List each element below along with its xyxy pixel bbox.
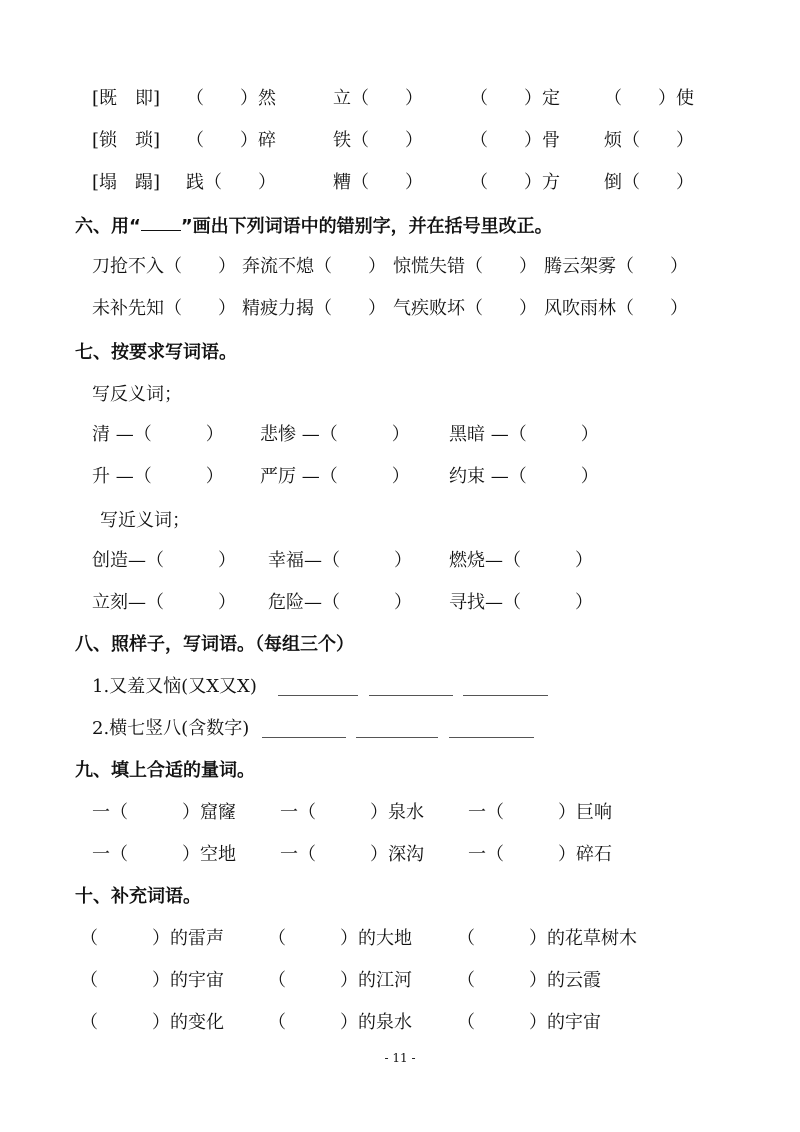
s5-row-3-item-1[interactable]: 践（ ） <box>186 172 276 193</box>
s6-row-2-item-4[interactable]: 风吹雨林（ ） <box>544 298 688 319</box>
s8-item-2-blank-3[interactable] <box>449 737 534 738</box>
s9-heading <box>0 756 800 786</box>
s5-row-2-pair: [锁 琐] <box>92 130 161 151</box>
s9-heading-text: 九、填上合适的量词。 <box>75 760 255 781</box>
s10-row-3-item-1[interactable]: （ ）的变化 <box>80 1012 224 1033</box>
s9-row-2-item-3[interactable]: 一（ ）碎石 <box>468 844 612 865</box>
s5-row-2 <box>0 126 800 156</box>
s10-row-2 <box>0 966 800 996</box>
s9-row-2 <box>0 840 800 870</box>
s5-row-3-pair: [塌 蹋] <box>92 172 161 193</box>
s6-row-1-item-2[interactable]: 奔流不熄（ ） <box>242 256 386 277</box>
s9-row-2-item-2[interactable]: 一（ ）深沟 <box>280 844 424 865</box>
s10-row-3-item-2[interactable]: （ ）的泉水 <box>268 1012 412 1033</box>
s9-row-1 <box>0 798 800 828</box>
s7-synonym-2-3[interactable]: 寻找—（ ） <box>449 592 593 613</box>
s7-synonym-row-2 <box>0 588 800 618</box>
s5-row-1-item-3[interactable]: （ ）定 <box>470 88 560 109</box>
s8-item-1-text: 1.又羞又恼(又X又X) <box>92 676 257 697</box>
s10-row-3-item-3[interactable]: （ ）的宇宙 <box>457 1012 601 1033</box>
s6-heading <box>0 212 800 242</box>
s7-antonym-label <box>0 380 800 410</box>
s5-row-2-item-3[interactable]: （ ）骨 <box>470 130 560 151</box>
s5-row-3-item-2[interactable]: 糟（ ） <box>333 172 423 193</box>
s6-heading-pre: 六、用“ <box>75 216 141 237</box>
s10-row-1-item-3[interactable]: （ ）的花草树木 <box>457 928 637 949</box>
s8-item-1-blank-2[interactable] <box>369 695 453 696</box>
s10-row-2-item-2[interactable]: （ ）的江河 <box>268 970 412 991</box>
s7-antonym-label-text: 写反义词； <box>92 384 182 405</box>
s9-row-1-item-1[interactable]: 一（ ）窟窿 <box>92 802 236 823</box>
s7-heading-text: 七、按要求写词语。 <box>75 342 237 363</box>
underline-mark <box>141 214 181 231</box>
s8-item-1 <box>0 672 800 702</box>
s6-row-1-item-4[interactable]: 腾云架雾（ ） <box>544 256 688 277</box>
s7-synonym-1-1[interactable]: 创造—（ ） <box>92 550 236 571</box>
page-number: - 11 - <box>384 1051 416 1065</box>
s10-row-3 <box>0 1008 800 1038</box>
s7-antonym-1-1[interactable]: 清 —（ ） <box>92 424 224 445</box>
s7-antonym-2-1[interactable]: 升 —（ ） <box>92 466 224 487</box>
s8-item-1-blank-3[interactable] <box>463 695 548 696</box>
s8-heading-text: 八、照样子，写词语。（每组三个） <box>75 634 354 655</box>
s5-row-3-item-4[interactable]: 倒（ ） <box>604 172 694 193</box>
s5-row-2-item-1[interactable]: （ ）碎 <box>186 130 276 151</box>
s6-row-2-item-1[interactable]: 未补先知（ ） <box>92 298 236 319</box>
s5-row-1-item-1[interactable]: （ ）然 <box>186 88 276 109</box>
s5-row-2-item-2[interactable]: 铁（ ） <box>333 130 423 151</box>
s10-row-2-item-3[interactable]: （ ）的云霞 <box>457 970 601 991</box>
s7-heading <box>0 338 800 368</box>
s10-heading-text: 十、补充词语。 <box>75 886 201 907</box>
s10-row-2-item-1[interactable]: （ ）的宇宙 <box>80 970 224 991</box>
s7-synonym-row-1 <box>0 546 800 576</box>
s9-row-1-item-2[interactable]: 一（ ）泉水 <box>280 802 424 823</box>
s8-item-2-blank-1[interactable] <box>262 737 346 738</box>
s5-row-1-pair: [既 即] <box>92 88 161 109</box>
s9-row-1-item-3[interactable]: 一（ ）巨响 <box>468 802 612 823</box>
s8-item-2 <box>0 714 800 744</box>
s6-heading-post: ”画出下列词语中的错别字，并在括号里改正。 <box>180 216 553 237</box>
s5-row-3-item-3[interactable]: （ ）方 <box>470 172 560 193</box>
s10-row-1 <box>0 924 800 954</box>
s10-row-1-item-2[interactable]: （ ）的大地 <box>268 928 412 949</box>
s6-row-2-item-2[interactable]: 精疲力揭（ ） <box>242 298 386 319</box>
s7-synonym-1-2[interactable]: 幸福—（ ） <box>268 550 412 571</box>
s5-row-1-item-4[interactable]: （ ）使 <box>604 88 694 109</box>
s6-row-1-item-3[interactable]: 惊慌失错（ ） <box>393 256 537 277</box>
s5-row-1 <box>0 84 800 114</box>
s7-synonym-label-text: 写近义词； <box>100 510 190 531</box>
s6-row-2-item-3[interactable]: 气疾败坏（ ） <box>393 298 537 319</box>
s8-item-1-blank-1[interactable] <box>278 695 358 696</box>
s7-antonym-2-2[interactable]: 严厉 —（ ） <box>260 466 410 487</box>
s6-row-1 <box>0 252 800 282</box>
s8-heading <box>0 630 800 660</box>
s10-row-1-item-1[interactable]: （ ）的雷声 <box>80 928 224 949</box>
s7-antonym-2-3[interactable]: 约束 —（ ） <box>449 466 599 487</box>
s8-item-2-text: 2.横七竖八(含数字) <box>92 718 250 739</box>
s7-synonym-2-2[interactable]: 危险—（ ） <box>268 592 412 613</box>
s7-synonym-1-3[interactable]: 燃烧—（ ） <box>449 550 593 571</box>
s7-antonym-row-2 <box>0 462 800 492</box>
s7-antonym-1-2[interactable]: 悲惨 —（ ） <box>260 424 410 445</box>
s7-synonym-2-1[interactable]: 立刻—（ ） <box>92 592 236 613</box>
s6-row-1-item-1[interactable]: 刀抢不入（ ） <box>92 256 236 277</box>
s9-row-2-item-1[interactable]: 一（ ）空地 <box>92 844 236 865</box>
s10-heading <box>0 882 800 912</box>
s6-row-2 <box>0 294 800 324</box>
s5-row-3 <box>0 168 800 198</box>
s5-row-2-item-4[interactable]: 烦（ ） <box>604 130 694 151</box>
s7-antonym-row-1 <box>0 420 800 450</box>
s8-item-2-blank-2[interactable] <box>356 737 438 738</box>
s6-heading-text <box>75 212 553 242</box>
s5-row-1-item-2[interactable]: 立（ ） <box>333 88 423 109</box>
s7-antonym-1-3[interactable]: 黑暗 —（ ） <box>449 424 599 445</box>
s7-synonym-label <box>0 506 800 536</box>
